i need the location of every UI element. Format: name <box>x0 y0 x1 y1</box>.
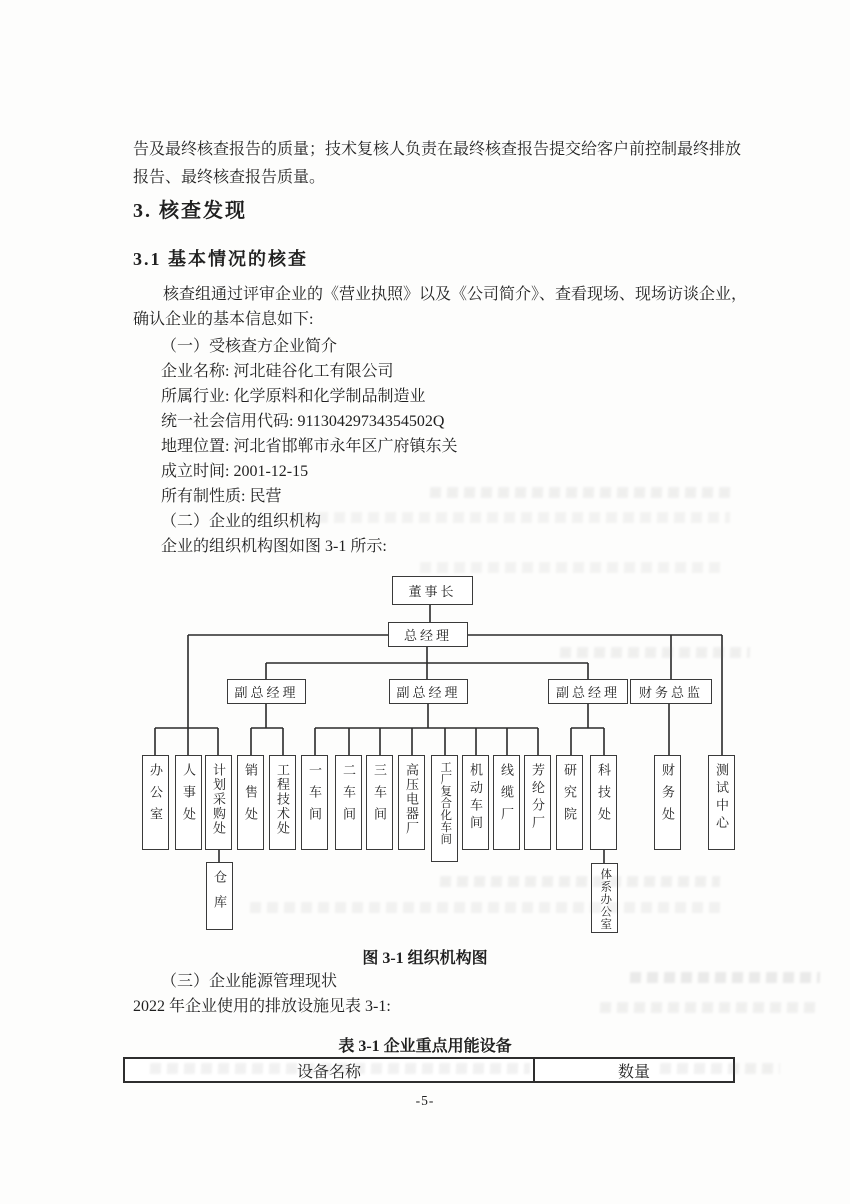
org-node-mobile-workshop: 机动车间 <box>462 755 489 850</box>
equipment-table <box>123 1057 735 1083</box>
org-node-system-office: 体系办公室 <box>591 863 618 933</box>
org-node-deputy-gm-1 <box>227 679 306 704</box>
subsection-heading-3-1: 3.1 基本情况的核查 <box>133 249 308 269</box>
bleed-through-ghost <box>250 902 720 913</box>
table-caption: 表 3-1 企业重点用能设备 <box>338 1038 512 1055</box>
org-node-cfo <box>630 679 712 704</box>
bleed-through-ghost <box>560 647 750 658</box>
page-number: -5- <box>415 1093 435 1108</box>
org-node-cfo-label: 财务总监 <box>638 685 703 700</box>
emission-facilities-line: 2022 年企业使用的排放设施见表 3-1: <box>133 998 391 1015</box>
bleed-through-ghost <box>630 972 820 983</box>
info-item-ownership: 所有制性质: 民营 <box>161 488 282 505</box>
org-node-hr: 人事处 <box>175 755 202 850</box>
org-node-workshop-2: 二车间 <box>335 755 362 850</box>
org-node-deputy-gm-3-label: 副总经理 <box>555 685 620 700</box>
paragraph-intro-line1: 告及最终核查报告的质量；技术复核人负责在最终核查报告提交给客户前控制最终排放 <box>133 141 742 158</box>
org-node-deputy-gm-1-label: 副总经理 <box>234 685 299 700</box>
paragraph-lead-line2: 确认企业的基本信息如下: <box>133 311 314 328</box>
paragraph-lead-line1: 核查组通过评审企业的《营业执照》以及《公司简介》、查看现场、现场访谈企业， <box>163 286 748 303</box>
org-node-warehouse: 仓库 <box>206 862 233 930</box>
bleed-through-ghost <box>300 512 730 523</box>
org-node-office: 办公室 <box>142 755 169 850</box>
org-node-engineering-tech: 工程技术处 <box>269 755 296 850</box>
org-node-workshop-3: 三车间 <box>366 755 393 850</box>
table-header-quantity <box>535 1059 733 1081</box>
figure-caption: 图 3-1 组织机构图 <box>362 950 488 967</box>
info-item-company-profile: （一）受核查方企业简介 <box>161 338 338 355</box>
info-item-founded-date: 成立时间: 2001-12-15 <box>161 463 309 480</box>
org-node-sales: 销售处 <box>237 755 264 850</box>
info-item-company-name: 企业名称: 河北硅谷化工有限公司 <box>161 363 394 380</box>
table-header-device-name-label: 设备名称 <box>296 1063 361 1081</box>
org-node-aramid-branch: 芳纶分厂 <box>524 755 551 850</box>
info-item-location: 地理位置: 河北省邯郸市永年区广府镇东关 <box>161 438 458 455</box>
org-node-research-institute: 研究院 <box>556 755 583 850</box>
org-node-test-center: 测试中心 <box>708 755 735 850</box>
section-heading-3: 3. 核查发现 <box>133 200 247 222</box>
paragraph-intro-line2: 报告、最终核查报告质量。 <box>133 169 326 186</box>
org-node-deputy-gm-3 <box>548 679 628 704</box>
org-node-deputy-gm-2-label: 副总经理 <box>396 685 461 700</box>
org-node-high-voltage-electric: 高压电器厂 <box>398 755 425 850</box>
bleed-through-ghost <box>430 487 730 498</box>
info-item-org-structure: （二）企业的组织机构 <box>161 513 322 530</box>
table-header-device-name <box>125 1059 535 1081</box>
org-node-planning-procurement: 计划采购处 <box>205 755 232 850</box>
org-node-factory-composite-workshop: 工厂复合化车间 <box>431 755 458 862</box>
info-item-industry: 所属行业: 化学原料和化学制品制造业 <box>161 388 426 405</box>
info-item-energy-management: （三）企业能源管理现状 <box>161 973 338 990</box>
info-item-org-figure-ref: 企业的组织机构图如图 3-1 所示: <box>161 538 387 555</box>
org-node-deputy-gm-2 <box>389 679 468 704</box>
org-node-cable-factory: 线缆厂 <box>493 755 520 850</box>
org-node-sci-tech: 科技处 <box>590 755 617 850</box>
org-node-general-manager-label: 总经理 <box>403 628 452 643</box>
org-node-general-manager <box>388 622 468 647</box>
org-node-chairman-label: 董事长 <box>408 584 457 599</box>
org-node-workshop-1: 一车间 <box>301 755 328 850</box>
org-node-chairman <box>392 576 473 605</box>
bleed-through-ghost <box>440 876 720 887</box>
org-node-finance-dept: 财务处 <box>654 755 681 850</box>
table-header-quantity-label: 数量 <box>617 1063 650 1081</box>
bleed-through-ghost <box>420 562 720 573</box>
info-item-credit-code: 统一社会信用代码: 91130429734354502Q <box>161 413 445 430</box>
bleed-through-ghost <box>600 1002 820 1013</box>
